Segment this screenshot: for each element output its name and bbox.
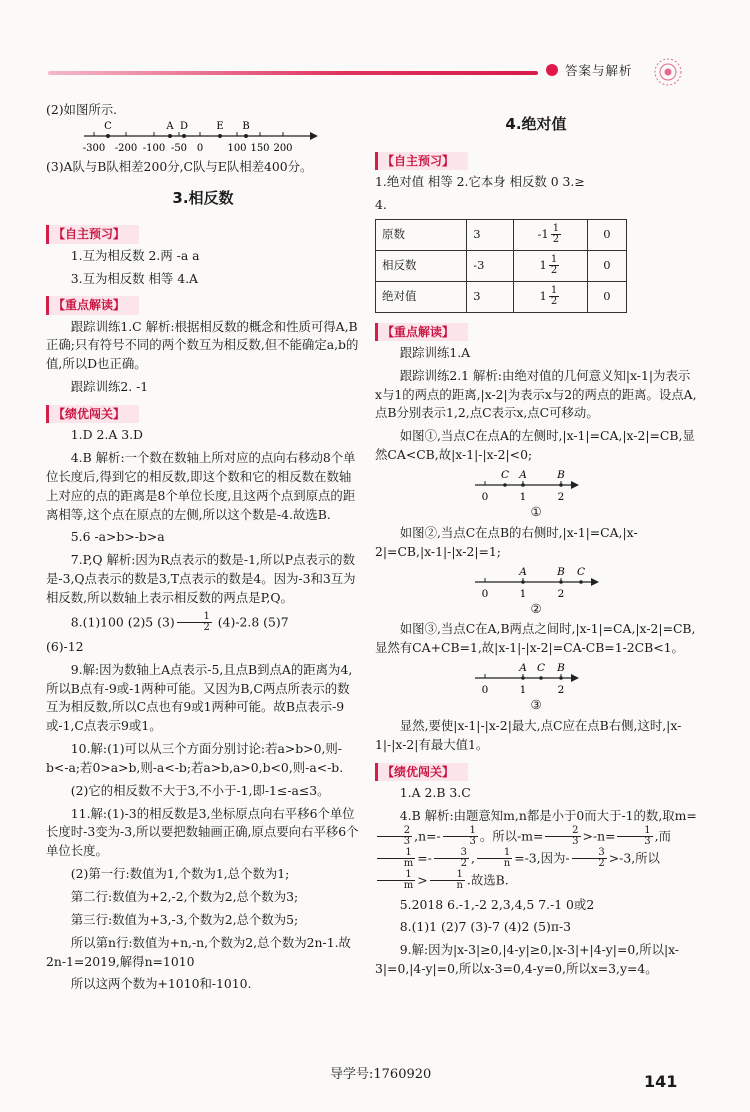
tick-label: 100 — [227, 142, 247, 154]
section-title-3: 3.相反数 — [172, 188, 234, 207]
table-row — [376, 250, 627, 281]
table-cell: 1 $\frac{1}{2}$ — [513, 281, 587, 312]
table-cell: 3 — [467, 219, 514, 250]
point-label: B — [557, 662, 565, 675]
tick-label: 0 — [481, 684, 489, 697]
fraction: $\frac{3}{2}$ — [572, 848, 607, 870]
point-label: C — [536, 662, 546, 675]
ans-p8 — [46, 612, 360, 634]
ans-p3: 跟踪训练2. -1 — [70, 379, 149, 395]
table-cell: -1 $\frac{1}{2}$ — [513, 219, 587, 250]
point-marker — [559, 483, 563, 487]
tick-label: 150 — [250, 142, 270, 154]
tick-label: 0 — [196, 142, 204, 154]
axis-arrow — [571, 481, 579, 489]
ans-r9: 1.A 2.B 3.C — [399, 784, 471, 800]
tick-label: 0 — [481, 587, 489, 600]
table-cell: -3 — [467, 250, 514, 281]
footer-study-number: 导学号:1760920 — [330, 1067, 432, 1082]
point-marker — [539, 676, 543, 680]
table-row — [376, 219, 627, 250]
ans-p11: 11.解:(1)-3的相反数是3,坐标原点向右平移6个单位长度时-3变为-3,所以要把数轴画正确,原点要向右平移6个单位长度。 — [46, 805, 359, 859]
number-line-fig2 — [473, 566, 603, 600]
point-label: B — [557, 565, 565, 578]
point-label: C — [576, 565, 586, 578]
fraction: $\frac{1}{n}$ — [430, 870, 465, 892]
tick-label: 2 — [557, 587, 565, 600]
header-rule — [48, 71, 538, 75]
point-marker — [503, 483, 507, 487]
fraction: $\frac{2}{3}$ — [545, 826, 580, 848]
number-line-teams — [82, 120, 322, 158]
tick-label: 2 — [557, 684, 565, 697]
section-title-4: 4.绝对值 — [505, 115, 567, 133]
ans-p8-a: 8.(1)100 (2)5 (3) — [70, 614, 175, 630]
label-keypoints: 【重点解读】 — [375, 323, 468, 341]
fraction: $\frac{1}{3}$ — [617, 826, 652, 848]
tick-label: -100 — [142, 142, 166, 154]
fig3-caption: ③ — [530, 697, 542, 713]
ans-p10b: (2)它的相反数不大于3,不小于-1,即-1≤-a≤3。 — [70, 782, 330, 798]
tick-label: 1 — [519, 684, 527, 697]
ans-r13: 9.解:因为|x-3|≥0,|4-y|≥0,|x-3|+|4-y|=0,所以|x-3|=0,|4-y|=0,所以x-3=0,4-y=0,所以x=3,y=4。 — [375, 942, 680, 977]
ans-p8-c: (6)-12 — [46, 638, 84, 654]
ans-p1a: 1.互为相反数 2.两 -a a — [70, 247, 200, 263]
point-label: A — [519, 565, 527, 578]
axis-arrow — [571, 674, 579, 682]
ans-p11b: (2)第一行:数值为1,个数为1,总个数为1; — [70, 866, 290, 882]
label-challenge: 【绩优闯关】 — [46, 405, 139, 423]
point-label: D — [179, 120, 189, 132]
ans-r4: 跟踪训练2.1 解析:由绝对值的几何意义知|x-1|为表示x与1的两点的距离,|x-2|为表示x与2的两点的距离。设点A,点B分别表示1,2,点C表示x,点C可移动。 — [375, 367, 697, 421]
tick-label: 200 — [273, 142, 293, 154]
ans-p10: 10.解:(1)可以从三个方面分别讨论:若a>b>0,则-b<-a;若0>a>b,则-a<-b;若a>b,a>0,b<0,则-a<-b. — [46, 741, 344, 775]
ans-p8-b: (4)-2.8 (5)7 — [213, 614, 289, 630]
point-label: A — [519, 469, 527, 482]
tick-label: -50 — [170, 142, 188, 154]
table-cell: 绝对值 — [376, 281, 467, 312]
page-number: 141 — [644, 1072, 678, 1091]
point-marker — [168, 134, 172, 138]
fraction: $\frac{2}{3}$ — [377, 826, 412, 848]
label-challenge: 【绩优闯关】 — [375, 763, 468, 781]
point-label: E — [216, 120, 224, 132]
fraction: $\frac{1}{2}$ — [177, 612, 212, 634]
header-dot-icon — [546, 64, 558, 76]
point-label: C — [104, 120, 112, 132]
ans-p2: 跟踪训练1.C 解析:根据相反数的概念和性质可得A,B正确;只有符号不同的两个数互为相反数,但不能确定a,b的值,所以D也正确。 — [46, 318, 359, 372]
ans-p9: 9.解:因为数轴上A点表示-5,且点B到点A的距离为4,所以B点有-9或-1两种可能。又因为B,C两点所表示的数互为相反数,所以C点也有9或1两种可能。故B点表示-9或-1,C点表示9或1。 — [46, 661, 353, 734]
ans-p11d: 第三行:数值为+3,-3,个数为2,总个数为5; — [70, 911, 299, 927]
ans-r1: 1.绝对值 相等 2.它本身 相反数 0 3.≥ — [375, 174, 585, 190]
fraction: $\frac{3}{2}$ — [434, 848, 469, 870]
ans-r8: 显然,要使|x-1|-|x-2|最大,点C应在点B右侧,这时,|x-1|-|x-2|有最大值1。 — [375, 717, 682, 752]
point-label: A — [166, 120, 174, 132]
ans-p4: 1.D 2.A 3.D — [70, 427, 143, 443]
table-cell: 0 — [587, 281, 626, 312]
point-marker — [559, 580, 563, 584]
ans-p11e: 所以第n行:数值为+n,-n,个数为2,总个数为2n-1.故2n-1=2019,解得n=1010 — [46, 934, 351, 969]
fraction: $\frac{1}{n}$ — [477, 848, 512, 870]
point-marker — [521, 580, 525, 584]
number-line-fig1 — [473, 469, 583, 503]
point-marker — [559, 676, 563, 680]
point-marker — [218, 134, 222, 138]
abs-value-table — [375, 219, 627, 313]
right-column — [375, 113, 697, 983]
ans-r11: 5.2018 6.-1,-2 2,3,4,5 7.-1 0或2 — [399, 896, 595, 912]
table-cell: 1 $\frac{1}{2}$ — [513, 250, 587, 281]
fraction: $\frac{1}{m}$ — [377, 848, 415, 870]
ans-p11f: 所以这两个数为+1010和-1010. — [70, 976, 252, 992]
number-line-fig3 — [473, 662, 583, 696]
tick-label: -300 — [82, 142, 106, 154]
fraction: $\frac{1}{2}$ — [550, 253, 558, 277]
tick-label: -200 — [114, 142, 138, 154]
point-label: B — [557, 469, 565, 482]
ans-r3: 跟踪训练1.A — [399, 344, 471, 360]
line-answer-3: (3)A队与B队相差200分,C队与E队相差400分。 — [46, 158, 313, 174]
point-marker — [521, 676, 525, 680]
point-marker — [182, 134, 186, 138]
fraction: $\frac{1}{2}$ — [552, 222, 560, 246]
left-column — [46, 101, 360, 998]
point-marker — [106, 134, 110, 138]
tick-label: 1 — [519, 587, 527, 600]
label-preview: 【自主预习】 — [375, 152, 468, 170]
line-figure-note: (2)如图所示. — [46, 102, 118, 117]
header-title: 答案与解析 — [565, 63, 633, 78]
table-cell: 0 — [587, 250, 626, 281]
table-cell: 相反数 — [376, 250, 467, 281]
ans-r6: 如图②,当点C在点B的右侧时,|x-1|=CA,|x-2|=CB,|x-1|-|x-2|=1; — [375, 524, 638, 559]
point-label: A — [519, 662, 527, 675]
fraction: $\frac{1}{m}$ — [377, 870, 415, 892]
point-marker — [579, 580, 583, 584]
tick-label: 1 — [519, 491, 527, 504]
ans-p6: 5.6 -a>b>-b>a — [70, 529, 165, 545]
fraction: $\frac{1}{2}$ — [550, 284, 558, 308]
table-row — [376, 281, 627, 312]
label-preview: 【自主预习】 — [46, 225, 139, 243]
ans-p7: 7.P,Q 解析:因为R点表示的数是-1,所以P点表示的数是-3,Q点表示的数是3,T点表示的数是4。因为-3和3互为相反数,所以数轴上表示相反数的两点是P,Q。 — [46, 552, 356, 605]
flower-ornament-icon — [650, 54, 686, 90]
point-label: B — [242, 120, 250, 132]
tick-label: 2 — [557, 491, 565, 504]
table-cell: 原数 — [376, 219, 467, 250]
table-cell: 3 — [467, 281, 514, 312]
point-label: C — [500, 469, 510, 482]
fig2-caption: ② — [530, 600, 542, 616]
point-marker — [521, 483, 525, 487]
axis-arrow — [591, 578, 599, 586]
ans-r10: 4.B 解析:由题意知m,n都是小于0而大于-1的数,取m= $\frac{2}{3}$ ,n=- $\frac{1}{3}$ 。所以-m= $\frac{2}{3}$ >-n= $\frac{1}{3}$ ,而 $\frac{1}{m}$ =- $\frac{3}{2}$ , $\frac{1}{n}$ =-3,因为- $\frac{3}{2}$ >-3,所以 $\frac{1}{m}$ > $\frac{1}{n}$ .故选B. — [375, 807, 697, 892]
fig1-caption: ① — [530, 504, 542, 520]
ans-p5: 4.B 解析:一个数在数轴上所对应的点向右移动8个单位长度后,得到它的相反数,即这个数和它的相反数在数轴上对应的点的距离是8个单位长度,且这两个点到原点的距离相等,这个点在原点的左侧,所以这个数是-4.故选B. — [46, 450, 356, 522]
table-cell: 0 — [587, 219, 626, 250]
tick-label: 0 — [481, 491, 489, 504]
label-keypoints: 【重点解读】 — [46, 296, 139, 314]
fraction: $\frac{1}{3}$ — [443, 826, 478, 848]
ans-r12: 8.(1)1 (2)7 (3)-7 (4)2 (5)π-3 — [399, 919, 572, 935]
ans-p1b: 3.互为相反数 相等 4.A — [70, 270, 199, 286]
ans-r2: 4. — [375, 196, 387, 212]
ans-p11c: 第二行:数值为+2,-2,个数为2,总个数为3; — [70, 888, 299, 904]
point-marker — [244, 134, 248, 138]
ans-r7: 如图③,当点C在A,B两点之间时,|x-1|=CA,|x-2|=CB,显然有CA+CB=1,故|x-1|-|x-2|=CA-CB=1-2CB<1。 — [375, 621, 696, 656]
ans-r5: 如图①,当点C在点A的左侧时,|x-1|=CA,|x-2|=CB,显然CA<CB,故|x-1|-|x-2|<0; — [375, 428, 695, 463]
